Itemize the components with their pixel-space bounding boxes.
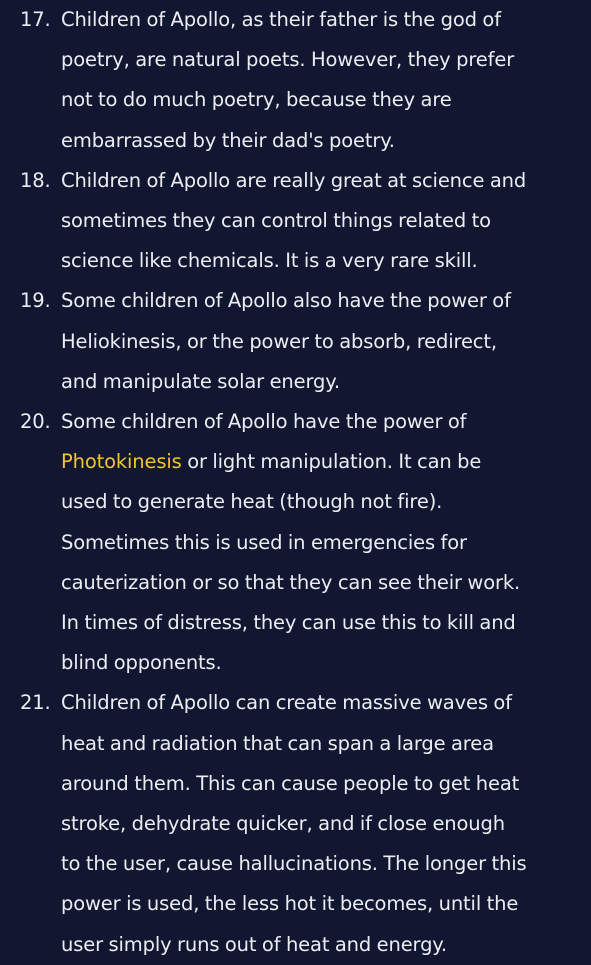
text-line: and manipulate solar energy. xyxy=(61,369,340,393)
text-line: Children of Apollo are really great at science and xyxy=(61,168,527,192)
text-line: power is used, the less hot it becomes, until the xyxy=(61,892,519,916)
text-line: Sometimes this is used in emergencies for xyxy=(61,530,467,554)
list-number: 17. xyxy=(20,8,51,31)
text-line: Heliokinesis, or the power to absorb, redirect, xyxy=(61,329,497,353)
text-line: cauterization or so that they can see their work. xyxy=(61,570,521,594)
text-line: sometimes they can control things related to xyxy=(61,209,491,233)
list-number: 18. xyxy=(20,168,51,192)
text-line: to the user, cause hallucinations. The longer this xyxy=(61,852,527,876)
text-line: poetry, are natural poets. However, they prefer xyxy=(61,48,515,72)
list-number: 21. xyxy=(20,691,51,715)
text-line: science like chemicals. It is a very rare skill. xyxy=(61,249,478,273)
text-line-with-link xyxy=(61,442,581,482)
text-line: Children of Apollo, as their father is the god of xyxy=(61,8,501,31)
text-line: blind opponents. xyxy=(61,651,222,675)
text-line: Some children of Apollo have the power of xyxy=(61,410,467,434)
list-item-17 xyxy=(0,0,591,161)
text-line: embarrassed by their dad's poetry. xyxy=(61,128,395,152)
text-line: Children of Apollo can create massive waves of xyxy=(61,691,512,715)
photokinesis-link[interactable]: Photokinesis xyxy=(61,450,182,474)
text-line: heat and radiation that can span a large area xyxy=(61,731,494,755)
text-line: used to generate heat (though not fire). xyxy=(61,490,443,514)
list-item-18 xyxy=(0,161,591,282)
list-item-19 xyxy=(0,281,591,402)
text-line: around them. This can cause people to get heat xyxy=(61,771,520,795)
text-fragment: or light manipulation. It can be xyxy=(181,450,482,474)
text-line: user simply runs out of heat and energy. xyxy=(61,932,447,956)
text-line: stroke, dehydrate quicker, and if close enough xyxy=(61,812,505,836)
text-line: not to do much poetry, because they are xyxy=(61,88,452,112)
list-number: 20. xyxy=(20,410,51,434)
list-item-20 xyxy=(0,402,591,683)
list-number: 19. xyxy=(20,289,51,313)
text-line: Some children of Apollo also have the power of xyxy=(61,289,511,313)
list-item-21 xyxy=(0,683,591,964)
text-line: In times of distress, they can use this to kill and xyxy=(61,611,516,635)
